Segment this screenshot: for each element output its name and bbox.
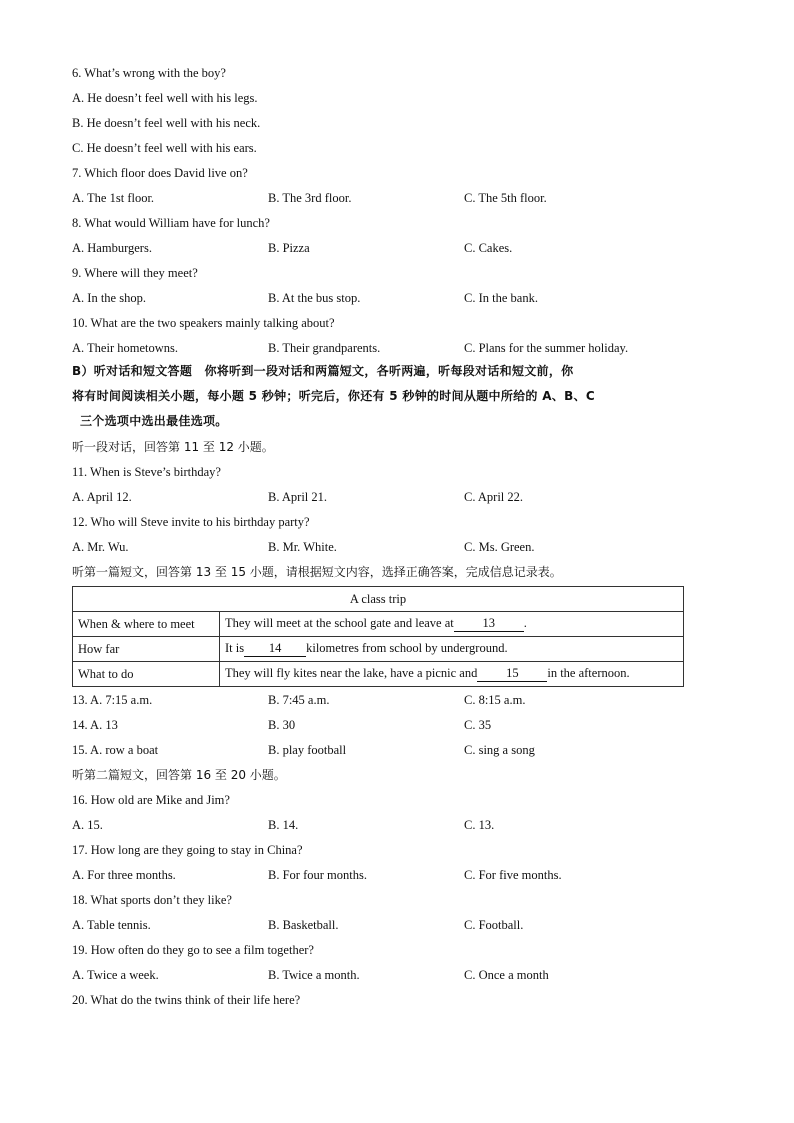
question-18-option-c: C. Football.	[464, 918, 524, 932]
question-7-option-b: B. The 3rd floor.	[268, 191, 352, 205]
question-14-option-a: 14. A. 13	[72, 718, 118, 732]
question-16-option-c: C. 13.	[464, 818, 495, 832]
question-16-option-a: A. 15.	[72, 818, 103, 832]
row-value-what-to-do	[220, 662, 684, 687]
question-17-option-c: C. For five months.	[464, 868, 562, 882]
question-12-option-a: A. Mr. Wu.	[72, 540, 129, 554]
row-text: They will meet at the school gate and leave at	[225, 616, 454, 630]
question-9-option-a: A. In the shop.	[72, 291, 146, 305]
instruction-q16-20: 听第二篇短文，回答第 16 至 20 小题。	[72, 768, 286, 782]
question-10-option-b: B. Their grandparents.	[268, 341, 381, 355]
question-14-option-c: C. 35	[464, 718, 492, 732]
question-19-option-a: A. Twice a week.	[72, 968, 159, 982]
question-8-stem: 8. What would William have for lunch?	[72, 216, 270, 230]
question-15-option-c: C. sing a song	[464, 743, 535, 757]
question-11-option-b: B. April 21.	[268, 490, 328, 504]
row-value-how-far	[220, 637, 684, 662]
question-8-option-c: C. Cakes.	[464, 241, 513, 255]
question-8-option-b: B. Pizza	[268, 241, 310, 255]
question-19-option-c: C. Once a month	[464, 968, 549, 982]
question-13-option-c: C. 8:15 a.m.	[464, 693, 526, 707]
table-row	[73, 637, 684, 662]
row-text: in the afternoon.	[547, 666, 630, 680]
question-18-option-b: B. Basketball.	[268, 918, 339, 932]
question-7-option-a: A. The 1st floor.	[72, 191, 155, 205]
question-19-option-b: B. Twice a month.	[268, 968, 360, 982]
row-label-when-where: When & where to meet	[73, 612, 220, 637]
instruction-q13-15: 听第一篇短文，回答第 13 至 15 小题，请根据短文内容，选择正确答案，完成信息记录表。	[72, 565, 562, 579]
row-value-when-where	[220, 612, 684, 637]
question-11-option-c: C. April 22.	[464, 490, 524, 504]
table-title: A class trip	[73, 587, 684, 612]
question-9-option-b: B. At the bus stop.	[268, 291, 361, 305]
blank-13: 13	[454, 616, 524, 632]
row-label-how-far: How far	[73, 637, 220, 662]
question-10-option-a: A. Their hometowns.	[72, 341, 179, 355]
question-9-option-c: C. In the bank.	[464, 291, 538, 305]
question-10-stem: 10. What are the two speakers mainly talking about?	[72, 316, 335, 330]
question-19-stem: 19. How often do they go to see a film together?	[72, 943, 314, 957]
question-11-stem: 11. When is Steve’s birthday?	[72, 465, 221, 479]
table-row	[73, 612, 684, 637]
question-12-option-c: C. Ms. Green.	[464, 540, 535, 554]
question-17-option-a: A. For three months.	[72, 868, 176, 882]
question-16-stem: 16. How old are Mike and Jim?	[72, 793, 230, 807]
question-18-stem: 18. What sports don’t they like?	[72, 893, 232, 907]
question-12-stem: 12. Who will Steve invite to his birthday party?	[72, 515, 310, 529]
question-20-stem: 20. What do the twins think of their life here?	[72, 993, 301, 1007]
question-13-option-a: 13. A. 7:15 a.m.	[72, 693, 153, 707]
table-header-row	[73, 587, 684, 612]
question-10-option-c: C. Plans for the summer holiday.	[464, 341, 629, 355]
table-row	[73, 662, 684, 687]
question-13-option-b: B. 7:45 a.m.	[268, 693, 330, 707]
question-8-option-a: A. Hamburgers.	[72, 241, 152, 255]
question-11-option-a: A. April 12.	[72, 490, 132, 504]
question-6-option-a: A. He doesn’t feel well with his legs.	[72, 91, 258, 105]
section-b-instructions-line-1: B）听对话和短文答题 你将听到一段对话和两篇短文，各听两遍，听每段对话和短文前，你	[72, 364, 574, 378]
section-b-instructions-line-3: 三个选项中选出最佳选项。	[80, 414, 228, 428]
question-6-option-c: C. He doesn’t feel well with his ears.	[72, 141, 257, 155]
question-17-stem: 17. How long are they going to stay in China?	[72, 843, 303, 857]
row-text: kilometres from school by underground.	[306, 641, 508, 655]
question-15-option-a: 15. A. row a boat	[72, 743, 159, 757]
question-6-stem: 6. What’s wrong with the boy?	[72, 66, 226, 80]
question-6-option-b: B. He doesn’t feel well with his neck.	[72, 116, 261, 130]
section-b-instructions-line-2: 将有时间阅读相关小题，每小题 5 秒钟；听完后，你还有 5 秒钟的时间从题中所给的 A、B、C	[72, 389, 595, 403]
row-text: It is	[225, 641, 245, 655]
question-12-option-b: B. Mr. White.	[268, 540, 337, 554]
question-17-option-b: B. For four months.	[268, 868, 367, 882]
question-9-stem: 9. Where will they meet?	[72, 266, 198, 280]
blank-15: 15	[477, 666, 547, 682]
row-text: .	[523, 616, 527, 630]
question-15-option-b: B. play football	[268, 743, 347, 757]
row-label-what-to-do: What to do	[73, 662, 220, 687]
blank-14: 14	[244, 641, 306, 657]
instruction-q11-12: 听一段对话，回答第 11 至 12 小题。	[72, 440, 274, 454]
question-16-option-b: B. 14.	[268, 818, 299, 832]
question-14-option-b: B. 30	[268, 718, 296, 732]
question-18-option-a: A. Table tennis.	[72, 918, 151, 932]
question-7-option-c: C. The 5th floor.	[464, 191, 547, 205]
row-text: They will fly kites near the lake, have a picnic and	[225, 666, 478, 680]
class-trip-table	[72, 586, 684, 687]
question-7-stem: 7. Which floor does David live on?	[72, 166, 248, 180]
